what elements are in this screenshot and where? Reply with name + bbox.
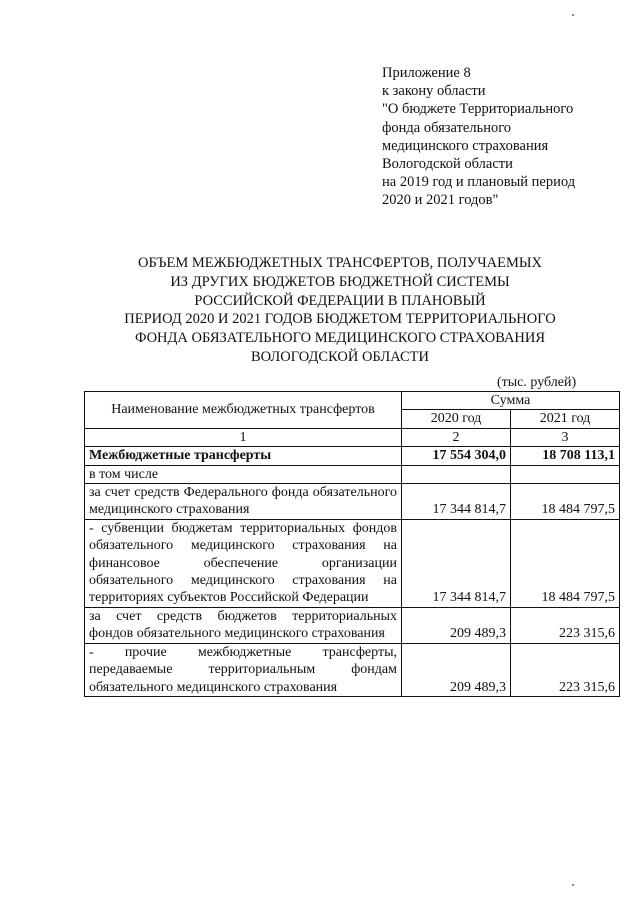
row-name: в том числе: [85, 465, 402, 483]
title-line: ПЕРИОД 2020 И 2021 ГОДОВ БЮДЖЕТОМ ТЕРРИТОРИАЛЬНОГО: [124, 311, 556, 328]
row-name: - субвенции бюджетам территориальных фондов обязательного медицинского страхования на финансовое обеспечение организации обязательного медицинского страхования на территориях субъектов Российской Федерации: [85, 519, 402, 607]
row-value-2021: 223 315,6: [511, 607, 620, 643]
table-row: [85, 607, 620, 643]
title-line: ИЗ ДРУГИХ БЮДЖЕТОВ БЮДЖЕТНОЙ СИСТЕМЫ: [170, 273, 510, 290]
appendix-line: 2020 и 2021 годов": [382, 192, 499, 209]
table-column-number-row: [85, 428, 620, 446]
appendix-line: к закону области: [382, 83, 486, 100]
appendix-line: на 2019 год и плановый период: [382, 174, 576, 191]
row-value-2021: [511, 465, 620, 483]
row-name: - прочие межбюджетные трансферты, передаваемые территориальным фондам обязательного медицинского страхования: [85, 643, 402, 696]
row-value-2020: 209 489,3: [402, 607, 511, 643]
header-year-2020: 2020 год: [402, 410, 511, 428]
appendix-line: медицинского страхования: [382, 137, 549, 154]
header-name-cell: Наименование межбюджетных трансфертов: [85, 392, 402, 429]
unit-label: (тыс. рублей): [497, 375, 577, 390]
document-title: [60, 254, 620, 367]
header-sum-cell: Сумма: [402, 392, 620, 410]
row-value-2020: 17 344 814,7: [402, 519, 511, 607]
appendix-line: "О бюджете Территориального: [382, 101, 574, 118]
table-row: [85, 519, 620, 607]
appendix-block: [382, 64, 575, 210]
row-name: Межбюджетные трансферты: [85, 447, 402, 465]
column-number: 2: [402, 428, 511, 446]
title-line: ВОЛОГОДСКОЙ ОБЛАСТИ: [251, 348, 429, 365]
appendix-line: Вологодской области: [382, 156, 513, 173]
row-name: за счет средств Федерального фонда обязательного медицинского страхования: [85, 484, 402, 520]
table-row: [85, 643, 620, 696]
scan-mark-top: [572, 14, 574, 16]
header-year-2021: 2021 год: [511, 410, 620, 428]
row-value-2020: [402, 465, 511, 483]
row-value-2020: 17 554 304,0: [402, 447, 511, 465]
table-header-row: [85, 392, 620, 410]
title-line: РОССИЙСКОЙ ФЕДЕРАЦИИ В ПЛАНОВЫЙ: [194, 292, 486, 309]
row-value-2021: 18 484 797,5: [511, 519, 620, 607]
appendix-line: фонда обязательного: [382, 119, 512, 136]
row-value-2021: 18 484 797,5: [511, 484, 620, 520]
title-line: ОБЪЕМ МЕЖБЮДЖЕТНЫХ ТРАНСФЕРТОВ, ПОЛУЧАЕМЫХ: [138, 255, 542, 271]
title-line: ФОНДА ОБЯЗАТЕЛЬНОГО МЕДИЦИНСКОГО СТРАХОВАНИЯ: [134, 330, 546, 347]
row-value-2021: 18 708 113,1: [511, 447, 620, 465]
row-value-2020: 209 489,3: [402, 643, 511, 696]
appendix-line: Приложение 8: [382, 65, 471, 81]
table-row: [85, 465, 620, 483]
table-row: [85, 484, 620, 520]
table-row: [85, 447, 620, 465]
row-value-2021: 223 315,6: [511, 643, 620, 696]
row-value-2020: 17 344 814,7: [402, 484, 511, 520]
transfers-table: [84, 391, 620, 697]
row-name: за счет средств бюджетов территориальных фондов обязательного медицинского страхования: [85, 607, 402, 643]
column-number: 3: [511, 428, 620, 446]
column-number: 1: [85, 428, 402, 446]
scan-mark-bottom: [572, 884, 574, 886]
